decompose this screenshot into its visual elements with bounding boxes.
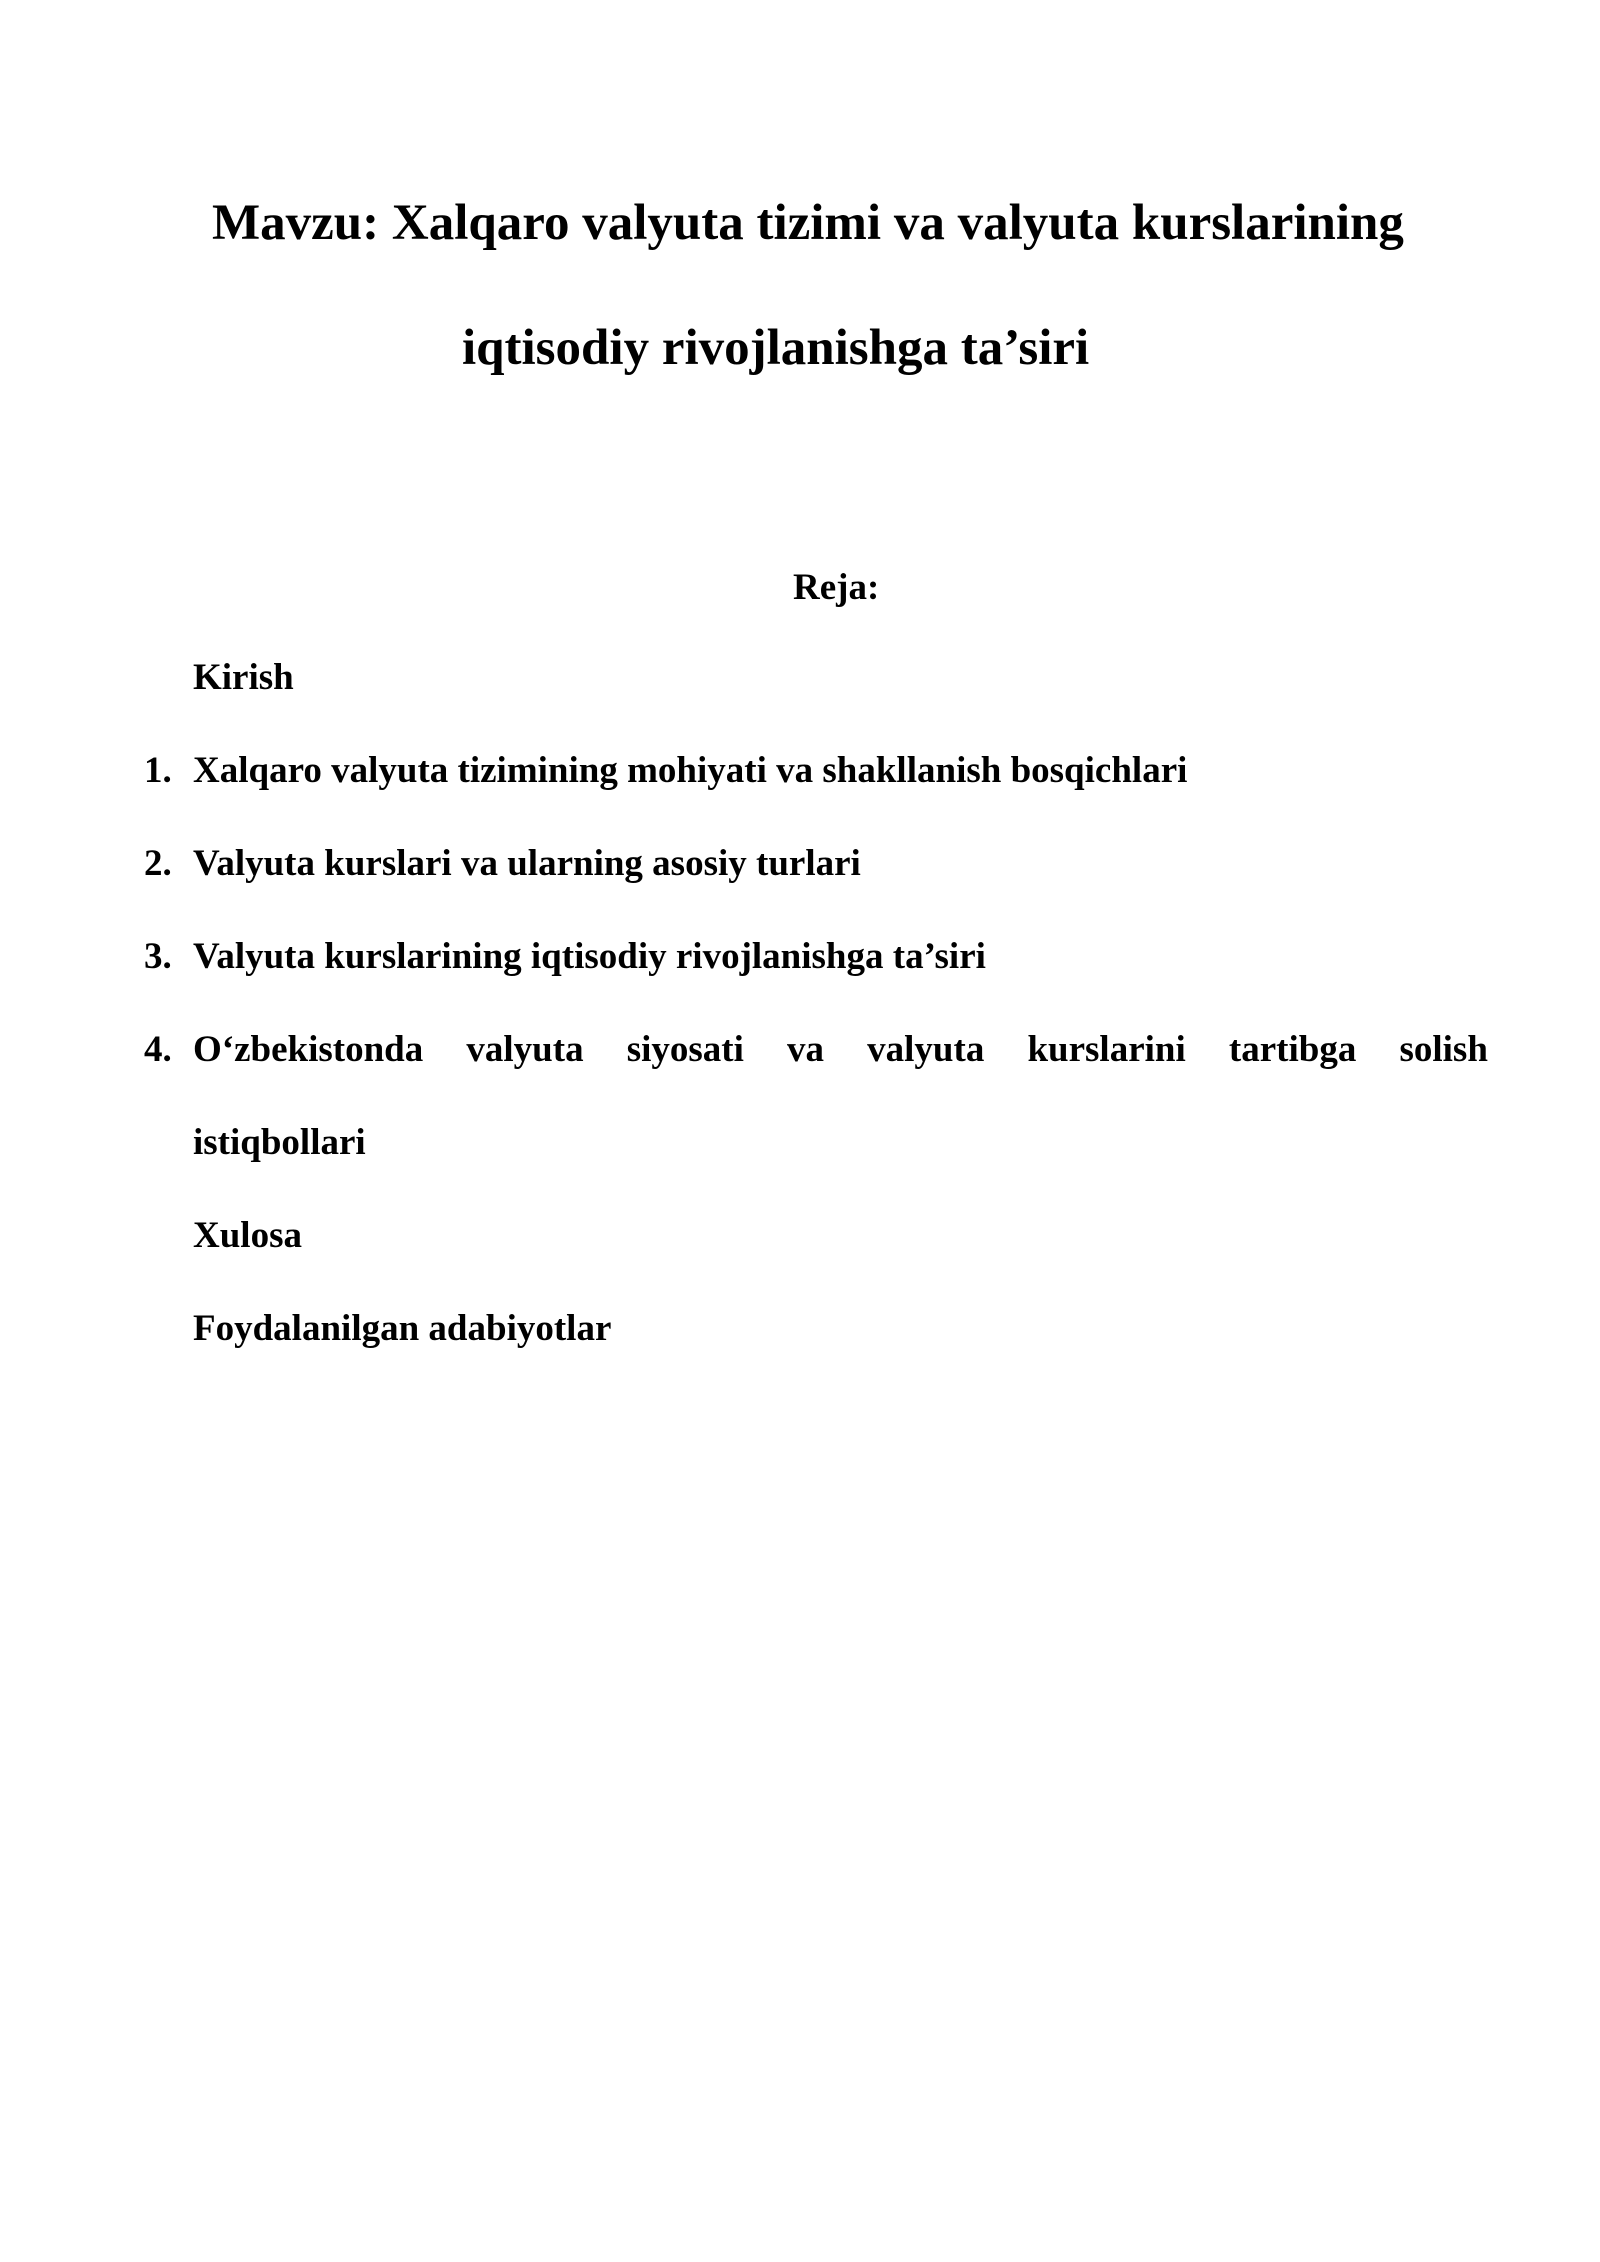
- plan-conclusion-text: Xulosa: [193, 1215, 302, 1256]
- document-title-line-1: Mavzu: Xalqaro valyuta tizimi va valyuta kurslarining: [212, 195, 1404, 251]
- plan-item-text: Valyuta kurslarining iqtisodiy rivojlanishga ta’siri: [193, 936, 986, 977]
- plan-heading: Reja:: [793, 567, 880, 608]
- plan-item-word: kurslarini: [1027, 1029, 1186, 1070]
- plan-item-word: va: [787, 1029, 825, 1070]
- plan-item-number: 3.: [144, 936, 172, 977]
- plan-item-word: siyosati: [626, 1029, 744, 1070]
- plan-item-text: Valyuta kurslari va ularning asosiy turlari: [193, 843, 861, 884]
- plan-item-number: 1.: [144, 750, 172, 791]
- plan-item-number: 2.: [144, 843, 172, 884]
- plan-item-word: valyuta: [466, 1029, 584, 1070]
- plan-item-word: tartibga: [1228, 1029, 1357, 1070]
- plan-item-text: Xalqaro valyuta tizimining mohiyati va shakllanish bosqichlari: [193, 750, 1188, 791]
- plan-item-word: solish: [1399, 1029, 1488, 1070]
- plan-item-number: 4.: [144, 1029, 172, 1070]
- plan-item-continuation-text: istiqbollari: [193, 1122, 366, 1163]
- document-title-line-2: iqtisodiy rivojlanishga ta’siri: [462, 320, 1090, 376]
- plan-item-4-text: [193, 1028, 1488, 1072]
- plan-references-text: Foydalanilgan adabiyotlar: [193, 1308, 612, 1349]
- plan-intro-text: Kirish: [193, 657, 294, 698]
- plan-item-word: valyuta: [867, 1029, 985, 1070]
- plan-item-word: O‘zbekistonda: [193, 1029, 424, 1070]
